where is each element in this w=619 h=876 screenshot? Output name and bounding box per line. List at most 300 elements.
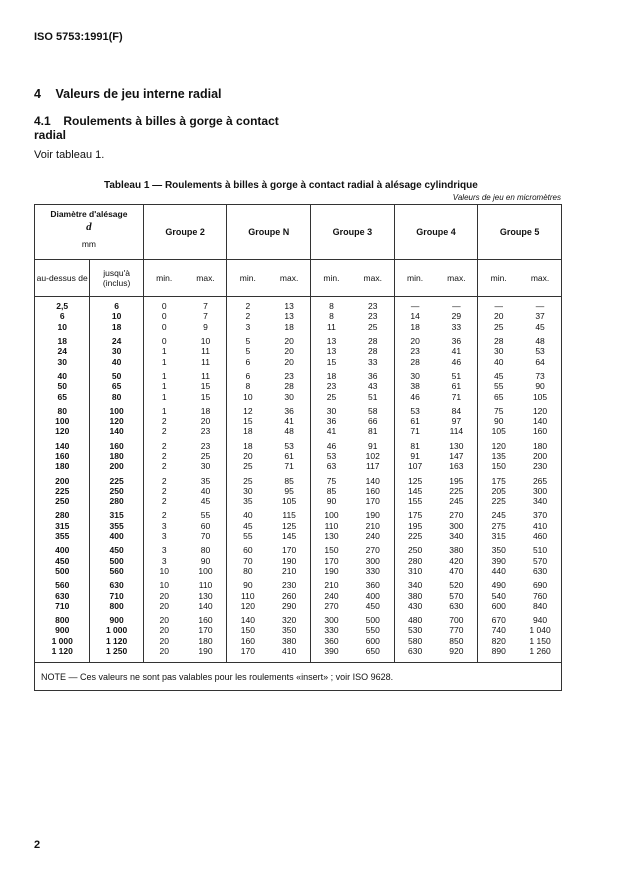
table-row [35,611,562,625]
bore-upto-cell: 100 [90,402,143,416]
group-header: Groupe N [227,205,311,260]
min-value-cell: 540 [478,590,519,600]
max-value-cell: 81 [352,426,394,436]
max-value-cell: 290 [268,601,310,611]
max-value-cell: 460 [519,531,561,541]
clearance-table [34,204,562,691]
max-value-cell: 120 [519,402,561,416]
min-value-cell: 30 [227,486,268,496]
min-value-cell: 10 [143,566,184,576]
max-value-cell: 230 [519,461,561,471]
max-value-cell: 100 [185,566,227,576]
min-value-cell: 145 [394,486,435,496]
bore-upto-cell: 560 [90,566,143,576]
min-value-cell: 430 [394,601,435,611]
min-value-cell: 36 [311,416,352,426]
min-value-cell: — [394,297,435,312]
bore-diameter-label: Diamètre d'alésage [50,209,128,219]
max-value-cell: 61 [435,381,477,391]
max-value-cell: 41 [435,346,477,356]
subsection-title-line1: Roulements à billes à gorge à contact [63,114,279,128]
min-value-cell: 205 [478,486,519,496]
min-value-cell: 2 [143,426,184,436]
max-value-cell: 410 [519,521,561,531]
min-header: min. [227,260,268,297]
min-value-cell: 2 [143,471,184,485]
min-value-cell: 18 [227,437,268,451]
min-value-cell: 53 [394,402,435,416]
section-heading [34,87,222,101]
min-value-cell: 15 [311,356,352,366]
min-value-cell: 90 [311,496,352,506]
max-value-cell: 940 [519,611,561,625]
max-value-cell: 36 [435,332,477,346]
min-value-cell: 630 [394,646,435,663]
min-value-cell: 90 [478,416,519,426]
min-value-cell: 35 [227,496,268,506]
min-value-cell: 25 [227,471,268,485]
max-value-cell: 265 [519,471,561,485]
max-value-cell: 51 [435,367,477,381]
max-value-cell: 630 [519,566,561,576]
table-row [35,576,562,590]
bore-over-cell: 315 [35,521,90,531]
min-value-cell: 80 [227,566,268,576]
bore-upto-cell: 80 [90,391,143,401]
max-value-cell: 210 [352,521,394,531]
max-value-cell: 600 [352,636,394,646]
max-value-cell: 13 [268,311,310,321]
min-value-cell: 45 [227,521,268,531]
table-row [35,451,562,461]
min-value-cell: 75 [478,402,519,416]
max-value-cell: 420 [435,556,477,566]
min-value-cell: 13 [311,332,352,346]
max-value-cell: 570 [435,590,477,600]
bore-over-cell: 65 [35,391,90,401]
max-value-cell: 20 [268,356,310,366]
intro-text: Voir tableau 1. [34,149,105,161]
bore-over-cell: 180 [35,461,90,471]
min-value-cell: 107 [394,461,435,471]
min-value-cell: 60 [227,541,268,555]
min-value-cell: 91 [394,451,435,461]
max-value-cell: 115 [268,506,310,520]
min-value-cell: 12 [227,402,268,416]
min-value-cell: 3 [227,322,268,332]
max-value-cell: 380 [435,541,477,555]
table-row [35,346,562,356]
min-value-cell: 8 [227,381,268,391]
max-value-cell: 130 [185,590,227,600]
table-caption: Tableau 1 — Roulements à billes à gorge à contact radial à alésage cylindrique [104,180,478,191]
max-value-cell: 190 [268,556,310,566]
min-value-cell: 41 [311,426,352,436]
bore-over-cell: 500 [35,566,90,576]
bore-over-cell: 50 [35,381,90,391]
min-value-cell: 225 [394,531,435,541]
max-value-cell: 60 [185,521,227,531]
min-value-cell: 270 [311,601,352,611]
max-header: max. [435,260,477,297]
bore-upto-cell: 500 [90,556,143,566]
bore-upto-cell: 120 [90,416,143,426]
max-header: max. [352,260,394,297]
min-header: min. [478,260,519,297]
min-value-cell: — [478,297,519,312]
bore-over-cell: 280 [35,506,90,520]
max-value-cell: 11 [185,346,227,356]
bore-over-cell: 900 [35,625,90,635]
max-value-cell: 7 [185,311,227,321]
min-value-cell: 300 [311,611,352,625]
min-value-cell: 530 [394,625,435,635]
bore-over-cell: 80 [35,402,90,416]
min-value-cell: 30 [478,346,519,356]
min-value-cell: 53 [311,451,352,461]
min-value-cell: 380 [394,590,435,600]
bore-over-cell: 400 [35,541,90,555]
max-header: max. [268,260,310,297]
min-value-cell: 55 [227,531,268,541]
bore-upto-cell: 400 [90,531,143,541]
min-value-cell: 25 [478,322,519,332]
max-value-cell: 1 040 [519,625,561,635]
max-value-cell: 66 [352,416,394,426]
group-header: Groupe 4 [394,205,478,260]
min-value-cell: 61 [394,416,435,426]
min-value-cell: 85 [311,486,352,496]
max-value-cell: 170 [352,496,394,506]
bore-over-cell: 1 000 [35,636,90,646]
max-value-cell: 18 [185,402,227,416]
max-value-cell: 80 [185,541,227,555]
max-value-cell: — [435,297,477,312]
max-header: max. [185,260,227,297]
min-value-cell: 0 [143,297,184,312]
table-row [35,332,562,346]
group-header: Groupe 3 [311,205,395,260]
min-value-cell: 3 [143,541,184,555]
min-value-cell: 75 [311,471,352,485]
max-value-cell: 53 [268,437,310,451]
bore-upto-cell: 280 [90,496,143,506]
max-value-cell: 11 [185,356,227,366]
table-row [35,590,562,600]
max-value-cell: 650 [352,646,394,663]
bore-over-cell: 40 [35,367,90,381]
max-value-cell: 130 [435,437,477,451]
min-value-cell: 18 [311,367,352,381]
bore-over-cell: 2,5 [35,297,90,312]
max-value-cell: 90 [185,556,227,566]
section-number: 4 [34,87,41,101]
max-value-cell: 163 [435,461,477,471]
min-value-cell: 40 [478,356,519,366]
max-value-cell: 350 [268,625,310,635]
max-value-cell: 23 [352,311,394,321]
max-value-cell: 520 [435,576,477,590]
bore-upto-cell: 40 [90,356,143,366]
bore-over-cell: 800 [35,611,90,625]
table-row [35,496,562,506]
max-value-cell: 225 [435,486,477,496]
min-value-cell: 90 [227,576,268,590]
max-value-cell: 85 [268,471,310,485]
min-value-cell: 28 [478,332,519,346]
max-value-cell: 35 [185,471,227,485]
min-value-cell: 390 [311,646,352,663]
min-value-cell: 46 [394,391,435,401]
table-row [35,566,562,576]
min-value-cell: 175 [394,506,435,520]
max-value-cell: 28 [268,381,310,391]
min-value-cell: 890 [478,646,519,663]
min-value-cell: 0 [143,322,184,332]
bore-over-cell: 24 [35,346,90,356]
min-value-cell: 600 [478,601,519,611]
max-value-cell: 140 [352,471,394,485]
table-row [35,531,562,541]
max-value-cell: 340 [519,496,561,506]
min-value-cell: 13 [311,346,352,356]
max-value-cell: 28 [352,346,394,356]
min-value-cell: 6 [227,356,268,366]
bore-upto-cell: 900 [90,611,143,625]
bore-diameter-symbol: d [86,221,92,233]
max-value-cell: 270 [352,541,394,555]
min-value-cell: 135 [478,451,519,461]
min-value-cell: 130 [311,531,352,541]
max-value-cell: 9 [185,322,227,332]
min-value-cell: 330 [311,625,352,635]
max-value-cell: 70 [185,531,227,541]
group-header: Groupe 2 [143,205,227,260]
bore-upto-cell: 160 [90,437,143,451]
min-value-cell: 3 [143,531,184,541]
table-row [35,556,562,566]
section-title: Valeurs de jeu interne radial [55,87,222,101]
max-value-cell: 61 [268,451,310,461]
max-value-cell: 51 [352,391,394,401]
min-value-cell: 110 [227,590,268,600]
bore-over-cell: 710 [35,601,90,611]
max-value-cell: 48 [268,426,310,436]
bore-upto-cell: 180 [90,451,143,461]
min-value-cell: 20 [143,625,184,635]
max-value-cell: 10 [185,332,227,346]
min-value-cell: 18 [227,426,268,436]
min-value-cell: 20 [478,311,519,321]
max-value-cell: 550 [352,625,394,635]
max-value-cell: 33 [435,322,477,332]
max-value-cell: 23 [352,297,394,312]
max-value-cell: 73 [519,367,561,381]
min-value-cell: 240 [311,590,352,600]
bore-upto-cell: 140 [90,426,143,436]
max-value-cell: 110 [185,576,227,590]
bore-diameter-unit: mm [81,239,96,249]
max-value-cell: 25 [352,322,394,332]
max-value-cell: 105 [268,496,310,506]
bore-upto-cell: 1 120 [90,636,143,646]
min-value-cell: 280 [394,556,435,566]
min-value-cell: 20 [143,646,184,663]
min-value-cell: 5 [227,346,268,356]
min-value-cell: 10 [227,391,268,401]
max-value-cell: 570 [519,556,561,566]
table-units-note: Valeurs de jeu en micromètres [452,193,561,202]
bore-upto-cell: 315 [90,506,143,520]
max-value-cell: 90 [519,381,561,391]
min-value-cell: 2 [227,297,268,312]
max-value-cell: 91 [352,437,394,451]
max-value-cell: 25 [185,451,227,461]
bore-over-cell: 18 [35,332,90,346]
min-value-cell: 105 [478,426,519,436]
min-value-cell: 10 [143,576,184,590]
table-row [35,521,562,531]
min-value-cell: 20 [143,611,184,625]
table-row [35,322,562,332]
subsection-number: 4.1 [34,114,51,128]
min-value-cell: 150 [478,461,519,471]
max-value-cell: 300 [435,521,477,531]
max-value-cell: 630 [435,601,477,611]
max-value-cell: 48 [519,332,561,346]
min-value-cell: 20 [394,332,435,346]
subsection-title-line2: radial [34,128,67,142]
min-header: min. [311,260,352,297]
min-value-cell: 175 [478,471,519,485]
min-value-cell: 70 [227,556,268,566]
min-value-cell: 225 [478,496,519,506]
max-value-cell: 320 [268,611,310,625]
max-value-cell: 20 [268,332,310,346]
min-value-cell: 160 [227,636,268,646]
min-value-cell: 81 [394,437,435,451]
max-value-cell: 95 [268,486,310,496]
bore-over-cell: 225 [35,486,90,496]
max-value-cell: 28 [352,332,394,346]
max-value-cell: 117 [352,461,394,471]
max-value-cell: 97 [435,416,477,426]
min-value-cell: 195 [394,521,435,531]
max-value-cell: 840 [519,601,561,611]
bore-over-cell: 1 120 [35,646,90,663]
min-value-cell: 0 [143,332,184,346]
min-value-cell: 2 [143,437,184,451]
min-value-cell: 40 [227,506,268,520]
max-value-cell: 84 [435,402,477,416]
min-value-cell: 46 [311,437,352,451]
min-value-cell: 580 [394,636,435,646]
max-value-cell: 190 [185,646,227,663]
min-value-cell: 1 [143,402,184,416]
min-value-cell: 1 [143,391,184,401]
max-value-cell: 410 [268,646,310,663]
max-value-cell: 11 [185,367,227,381]
max-value-cell: 300 [519,486,561,496]
table-row [35,625,562,635]
bore-upto-cell: 250 [90,486,143,496]
max-value-cell: 450 [352,601,394,611]
max-value-cell: 36 [268,402,310,416]
max-value-cell: 13 [268,297,310,312]
bore-over-cell: 250 [35,496,90,506]
max-value-cell: 760 [519,590,561,600]
max-value-cell: 125 [268,521,310,531]
max-value-cell: 240 [352,531,394,541]
max-value-cell: 700 [435,611,477,625]
max-value-cell: 102 [352,451,394,461]
max-value-cell: 53 [519,346,561,356]
table-row [35,367,562,381]
table-row [35,297,562,312]
table-note: NOTE — Ces valeurs ne sont pas valables pour les roulements «insert» ; voir ISO 9628. [35,663,562,691]
bore-over-cell: 6 [35,311,90,321]
min-value-cell: 15 [227,416,268,426]
table-header-groups [35,205,562,260]
min-value-cell: 30 [311,402,352,416]
min-value-cell: 440 [478,566,519,576]
min-value-cell: 190 [311,566,352,576]
min-value-cell: 45 [478,367,519,381]
min-value-cell: 23 [394,346,435,356]
max-value-cell: 71 [435,391,477,401]
min-value-cell: 390 [478,556,519,566]
min-value-cell: 2 [143,416,184,426]
table-row [35,461,562,471]
min-value-cell: 23 [311,381,352,391]
max-value-cell: 147 [435,451,477,461]
max-value-cell: — [519,297,561,312]
max-value-cell: 43 [352,381,394,391]
min-value-cell: 360 [311,636,352,646]
min-header: min. [143,260,184,297]
max-value-cell: 23 [185,426,227,436]
max-value-cell: 105 [519,391,561,401]
max-value-cell: 7 [185,297,227,312]
min-value-cell: 2 [143,496,184,506]
min-value-cell: 100 [311,506,352,520]
table-row [35,381,562,391]
max-value-cell: 33 [352,356,394,366]
table-row [35,486,562,496]
table-row [35,311,562,321]
min-value-cell: 340 [394,576,435,590]
table-row [35,356,562,366]
min-value-cell: 3 [143,521,184,531]
max-value-cell: 330 [352,566,394,576]
min-value-cell: 150 [311,541,352,555]
table-row [35,636,562,646]
min-value-cell: 8 [311,297,352,312]
min-value-cell: 71 [394,426,435,436]
max-value-cell: 270 [435,506,477,520]
min-header: min. [394,260,435,297]
min-value-cell: 2 [143,461,184,471]
min-value-cell: 210 [311,576,352,590]
max-value-cell: 29 [435,311,477,321]
min-value-cell: 1 [143,367,184,381]
bore-upto-cell: 355 [90,521,143,531]
bore-over-cell: 160 [35,451,90,461]
max-value-cell: 500 [352,611,394,625]
max-value-cell: 160 [185,611,227,625]
max-value-cell: 30 [185,461,227,471]
bore-over-cell: 100 [35,416,90,426]
